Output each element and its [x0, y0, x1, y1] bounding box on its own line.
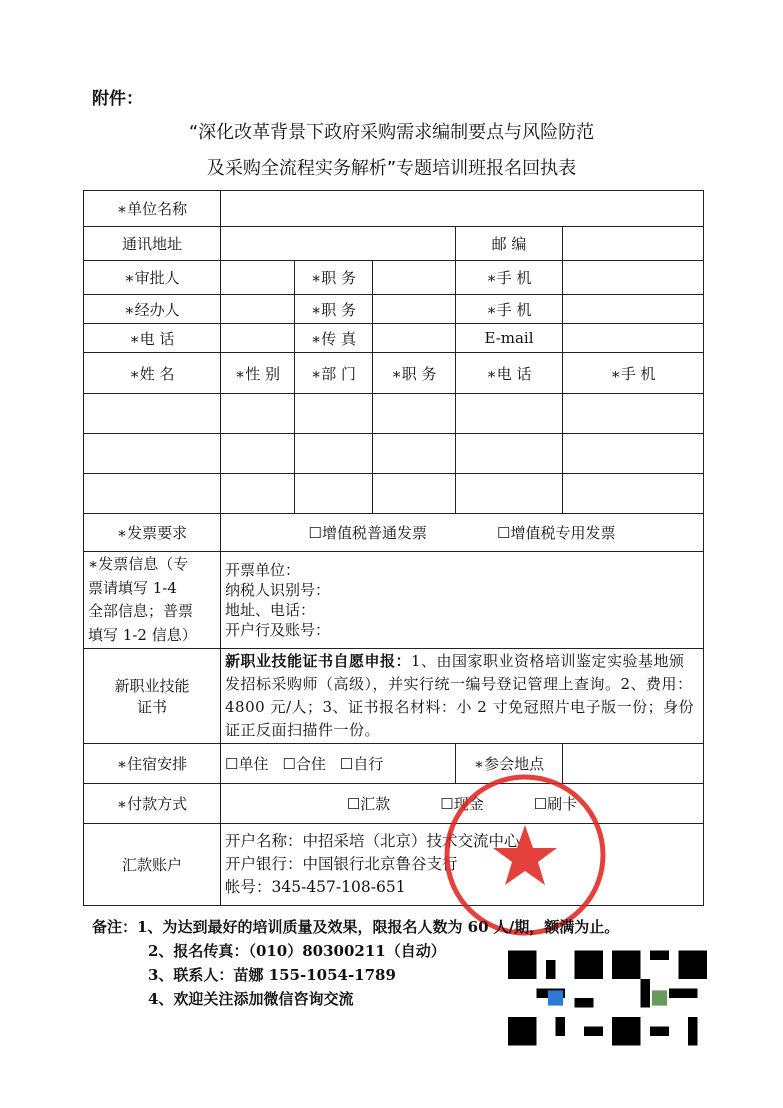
handler-position-field[interactable]: [373, 295, 456, 324]
approver-label: ∗审批人: [84, 261, 221, 295]
postcode-label: 邮 编: [456, 227, 563, 261]
handler-mobile-label: ∗手 机: [456, 295, 563, 324]
approver-field[interactable]: [221, 261, 295, 295]
note-1: 备注：1、为达到最好的培训质量及效果，限报名人数为 60 人/期，额满为止。: [92, 918, 620, 936]
cert-title: 新职业技能证书自愿申报：: [225, 652, 412, 670]
cell[interactable]: [456, 474, 563, 514]
unit-field[interactable]: [221, 191, 704, 227]
unit-label: ∗单位名称: [84, 191, 221, 227]
address-label: 通讯地址: [84, 227, 221, 261]
account-name: 开户名称：中招采培（北京）技术交流中心: [225, 832, 520, 850]
address-field[interactable]: [221, 227, 456, 261]
cert-label: 新职业技能: [114, 677, 190, 695]
tax-id-field[interactable]: 纳税人识别号：: [225, 581, 331, 599]
approver-position-field[interactable]: [373, 261, 456, 295]
wechat-qr-code-2[interactable]: [612, 948, 707, 1048]
note-2: 2、报名传真：（010）80300211（自动）: [148, 942, 446, 960]
cell[interactable]: [456, 394, 563, 434]
participant-row: [84, 394, 704, 434]
self-arranged-checkbox[interactable]: ☐自行: [339, 755, 384, 773]
cell[interactable]: [84, 474, 221, 514]
participant-row: [84, 474, 704, 514]
lodging-label: ∗住宿安排: [84, 744, 221, 784]
invoice-req-label: ∗发票要求: [84, 514, 221, 552]
invoice-info-label: 全部信息；普票: [88, 602, 194, 620]
invoice-address-field[interactable]: 地址、电话：: [225, 601, 316, 619]
cell[interactable]: [221, 474, 295, 514]
form-title-line-2: 及采购全流程实务解析”专题培训班报名回执表: [206, 158, 577, 179]
cell[interactable]: [373, 474, 456, 514]
venue-label: ∗参会地点: [456, 744, 563, 784]
cell[interactable]: [84, 434, 221, 474]
cell[interactable]: [221, 394, 295, 434]
account-bank: 开户银行：中国银行北京鲁谷支行: [225, 855, 458, 873]
invoice-info-label: 票请填写 1-4: [88, 578, 177, 597]
fax-label: ∗传 真: [295, 324, 373, 353]
shared-room-checkbox[interactable]: ☐合住: [282, 755, 326, 773]
cell[interactable]: [373, 434, 456, 474]
approver-mobile-field[interactable]: [563, 261, 704, 295]
handler-position-label: ∗职 务: [295, 295, 373, 324]
payment-label: ∗付款方式: [84, 784, 221, 824]
email-label: E-mail: [456, 324, 563, 353]
wechat-qr-code-1[interactable]: [508, 948, 603, 1048]
participant-row: [84, 434, 704, 474]
cell[interactable]: [84, 394, 221, 434]
form-title-line-1: “深化改革背景下政府采购需求编制要点与风险防范: [188, 122, 595, 143]
attachment-label: 附件：: [92, 89, 143, 109]
invoice-unit-field[interactable]: 开票单位：: [225, 561, 301, 579]
registration-form: [83, 190, 704, 906]
cert-description: 1、由国家职业资格培训鉴定实验基地颁发招标采购师（高级），并实行统一编号登记管理上查询。2、费用：4800 元/人；3、证书报名材料：小 2 寸免冠照片电子版一份；身份证正反面扫描件一份。: [225, 652, 695, 739]
header-dept: ∗部 门: [295, 353, 373, 394]
cell[interactable]: [563, 394, 704, 434]
invoice-info-label: 填写 1-2 信息）: [88, 625, 197, 644]
note-3: 3、联系人：苗娜 155-1054-1789: [148, 966, 396, 984]
cert-label: 证书: [136, 698, 167, 716]
phone-field[interactable]: [221, 324, 295, 353]
invoice-special-checkbox[interactable]: ☐增值税专用发票: [497, 524, 616, 542]
account-label: 汇款账户: [84, 824, 221, 906]
cell[interactable]: [295, 474, 373, 514]
card-checkbox[interactable]: ☐刷卡: [533, 795, 578, 813]
approver-mobile-label: ∗手 机: [456, 261, 563, 295]
header-mobile: ∗手 机: [563, 353, 704, 394]
invoice-normal-checkbox[interactable]: ☐增值税普通发票: [308, 524, 427, 542]
cell[interactable]: [563, 434, 704, 474]
invoice-info-label: ∗发票信息（专: [88, 555, 189, 573]
transfer-checkbox[interactable]: ☐汇款: [346, 795, 391, 813]
handler-label: ∗经办人: [84, 295, 221, 324]
handler-field[interactable]: [221, 295, 295, 324]
phone-label: ∗电 话: [84, 324, 221, 353]
header-gender: ∗性 别: [221, 353, 295, 394]
single-room-checkbox[interactable]: ☐单住: [225, 755, 269, 773]
cell[interactable]: [295, 394, 373, 434]
fax-field[interactable]: [373, 324, 456, 353]
header-phone: ∗电 话: [456, 353, 563, 394]
email-field[interactable]: [563, 324, 704, 353]
note-4: 4、欢迎关注添加微信咨询交流: [148, 990, 354, 1008]
handler-mobile-field[interactable]: [563, 295, 704, 324]
cell[interactable]: [563, 474, 704, 514]
account-number: 帐号：345-457-108-651: [225, 878, 406, 896]
cell[interactable]: [221, 434, 295, 474]
approver-position-label: ∗职 务: [295, 261, 373, 295]
bank-account-field[interactable]: 开户行及账号：: [225, 621, 331, 639]
cash-checkbox[interactable]: ☐现金: [440, 795, 484, 813]
header-name: ∗姓 名: [84, 353, 221, 394]
cell[interactable]: [456, 434, 563, 474]
cell[interactable]: [373, 394, 456, 434]
cell[interactable]: [295, 434, 373, 474]
header-position: ∗职 务: [373, 353, 456, 394]
postcode-field[interactable]: [563, 227, 704, 261]
